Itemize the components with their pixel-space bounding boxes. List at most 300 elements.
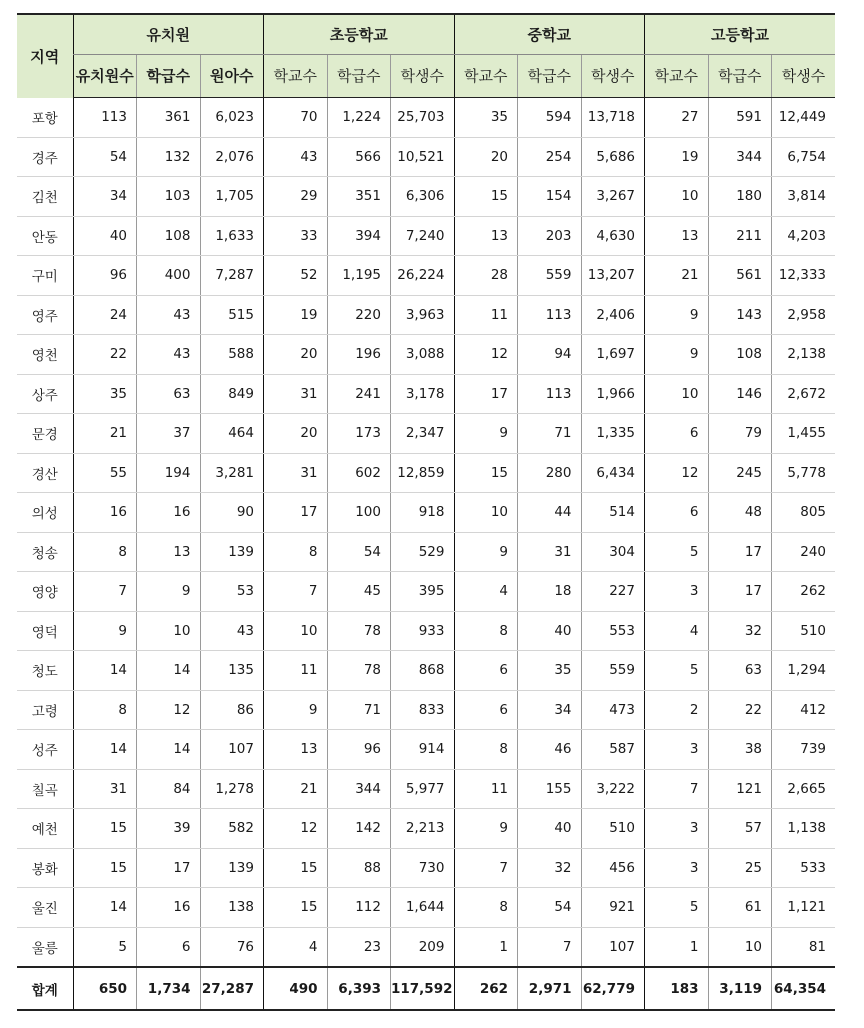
value-cell: 14 [73,651,137,691]
value-cell: 15 [454,453,518,493]
value-cell: 2,138 [772,335,836,375]
value-cell: 71 [327,690,391,730]
value-cell: 220 [327,295,391,335]
value-cell: 6,754 [772,137,836,177]
value-cell: 21 [73,414,137,454]
region-cell: 포항 [17,98,73,138]
table-row [17,611,835,651]
value-cell: 730 [391,848,455,888]
value-cell: 139 [200,532,264,572]
value-cell: 12 [645,453,709,493]
value-cell: 514 [581,493,645,533]
subcol-header: 학생수 [391,55,455,98]
value-cell: 566 [327,137,391,177]
value-cell: 3,088 [391,335,455,375]
value-cell: 1,224 [327,98,391,138]
value-cell: 280 [518,453,582,493]
value-cell: 19 [264,295,328,335]
value-cell: 27 [645,98,709,138]
value-cell: 39 [137,809,201,849]
table-row [17,177,835,217]
value-cell: 7,287 [200,256,264,296]
value-cell: 112 [327,888,391,928]
value-cell: 587 [581,730,645,770]
value-cell: 43 [264,137,328,177]
value-cell: 37 [137,414,201,454]
value-cell: 7 [454,848,518,888]
subcol-header: 학교수 [645,55,709,98]
value-cell: 11 [454,769,518,809]
value-cell: 81 [772,927,836,967]
subcol-header: 원아수 [200,55,264,98]
value-cell: 1,633 [200,216,264,256]
value-cell: 43 [200,611,264,651]
value-cell: 1,138 [772,809,836,849]
value-cell: 40 [73,216,137,256]
value-cell: 918 [391,493,455,533]
value-cell: 100 [327,493,391,533]
value-cell: 2,971 [518,967,582,1010]
value-cell: 7,240 [391,216,455,256]
value-cell: 20 [454,137,518,177]
table-row [17,216,835,256]
value-cell: 5 [645,651,709,691]
value-cell: 2 [645,690,709,730]
value-cell: 54 [518,888,582,928]
region-cell: 경산 [17,453,73,493]
value-cell: 833 [391,690,455,730]
value-cell: 78 [327,651,391,691]
value-cell: 473 [581,690,645,730]
value-cell: 9 [454,414,518,454]
value-cell: 113 [518,374,582,414]
value-cell: 55 [73,453,137,493]
value-cell: 6,023 [200,98,264,138]
value-cell: 10 [137,611,201,651]
group-header-elementary: 초등학교 [264,14,455,55]
value-cell: 394 [327,216,391,256]
value-cell: 1,294 [772,651,836,691]
value-cell: 490 [264,967,328,1010]
value-cell: 3,178 [391,374,455,414]
value-cell: 1,335 [581,414,645,454]
value-cell: 12,449 [772,98,836,138]
table-row [17,414,835,454]
value-cell: 12 [137,690,201,730]
table-row [17,927,835,967]
table-row [17,532,835,572]
value-cell: 11 [264,651,328,691]
value-cell: 591 [708,98,772,138]
value-cell: 9 [645,335,709,375]
region-cell: 고령 [17,690,73,730]
value-cell: 2,347 [391,414,455,454]
value-cell: 529 [391,532,455,572]
value-cell: 8 [454,611,518,651]
value-cell: 86 [200,690,264,730]
value-cell: 14 [137,730,201,770]
school-statistics-table [17,13,835,1011]
value-cell: 38 [708,730,772,770]
subcol-header: 학교수 [454,55,518,98]
value-cell: 5,686 [581,137,645,177]
value-cell: 510 [581,809,645,849]
value-cell: 588 [200,335,264,375]
value-cell: 22 [708,690,772,730]
value-cell: 32 [518,848,582,888]
value-cell: 25 [708,848,772,888]
value-cell: 1,697 [581,335,645,375]
value-cell: 3,267 [581,177,645,217]
value-cell: 1,966 [581,374,645,414]
table-row [17,809,835,849]
group-header-middle: 중학교 [454,14,645,55]
value-cell: 9 [137,572,201,612]
value-cell: 31 [264,374,328,414]
value-cell: 11 [454,295,518,335]
value-cell: 35 [454,98,518,138]
value-cell: 1,734 [137,967,201,1010]
value-cell: 14 [73,888,137,928]
value-cell: 45 [327,572,391,612]
region-column-header: 지역 [17,14,73,98]
value-cell: 62,779 [581,967,645,1010]
value-cell: 3 [645,730,709,770]
value-cell: 3 [645,809,709,849]
subcol-header: 학급수 [518,55,582,98]
value-cell: 6,393 [327,967,391,1010]
value-cell: 54 [327,532,391,572]
subcol-header: 학급수 [137,55,201,98]
region-cell: 울진 [17,888,73,928]
value-cell: 7 [73,572,137,612]
value-cell: 52 [264,256,328,296]
value-cell: 194 [137,453,201,493]
value-cell: 31 [518,532,582,572]
value-cell: 3,281 [200,453,264,493]
value-cell: 34 [518,690,582,730]
region-cell: 영양 [17,572,73,612]
value-cell: 1,455 [772,414,836,454]
value-cell: 4 [264,927,328,967]
value-cell: 262 [454,967,518,1010]
region-cell: 영주 [17,295,73,335]
value-cell: 17 [708,572,772,612]
value-cell: 135 [200,651,264,691]
value-cell: 9 [73,611,137,651]
value-cell: 173 [327,414,391,454]
value-cell: 21 [645,256,709,296]
value-cell: 10 [645,374,709,414]
value-cell: 25,703 [391,98,455,138]
region-cell: 상주 [17,374,73,414]
value-cell: 533 [772,848,836,888]
table-row [17,295,835,335]
value-cell: 5,977 [391,769,455,809]
value-cell: 16 [137,888,201,928]
value-cell: 14 [137,651,201,691]
value-cell: 1,195 [327,256,391,296]
subcol-header: 학급수 [708,55,772,98]
value-cell: 10 [645,177,709,217]
value-cell: 5,778 [772,453,836,493]
value-cell: 107 [200,730,264,770]
value-cell: 3,963 [391,295,455,335]
value-cell: 155 [518,769,582,809]
value-cell: 1,278 [200,769,264,809]
table-row [17,453,835,493]
value-cell: 76 [200,927,264,967]
value-cell: 5 [645,532,709,572]
value-cell: 61 [708,888,772,928]
value-cell: 304 [581,532,645,572]
value-cell: 43 [137,335,201,375]
value-cell: 805 [772,493,836,533]
table-row [17,493,835,533]
value-cell: 31 [73,769,137,809]
value-cell: 914 [391,730,455,770]
school-statistics-table-container [17,13,835,1011]
value-cell: 103 [137,177,201,217]
region-cell: 안동 [17,216,73,256]
value-cell: 24 [73,295,137,335]
region-cell: 예천 [17,809,73,849]
value-cell: 96 [73,256,137,296]
value-cell: 2,213 [391,809,455,849]
value-cell: 64,354 [772,967,836,1010]
value-cell: 21 [264,769,328,809]
value-cell: 456 [581,848,645,888]
value-cell: 139 [200,848,264,888]
table-row [17,690,835,730]
value-cell: 117,592 [391,967,455,1010]
value-cell: 868 [391,651,455,691]
table-row [17,335,835,375]
table-header [17,14,835,98]
value-cell: 1,705 [200,177,264,217]
region-cell: 합계 [17,967,73,1010]
region-cell: 청송 [17,532,73,572]
value-cell: 209 [391,927,455,967]
value-cell: 4 [454,572,518,612]
value-cell: 84 [137,769,201,809]
value-cell: 6 [454,690,518,730]
value-cell: 6,306 [391,177,455,217]
value-cell: 28 [454,256,518,296]
value-cell: 121 [708,769,772,809]
value-cell: 32 [708,611,772,651]
region-cell: 칠곡 [17,769,73,809]
region-cell: 울릉 [17,927,73,967]
region-cell: 의성 [17,493,73,533]
value-cell: 9 [645,295,709,335]
value-cell: 96 [327,730,391,770]
value-cell: 933 [391,611,455,651]
value-cell: 6 [454,651,518,691]
value-cell: 3 [645,572,709,612]
value-cell: 63 [708,651,772,691]
value-cell: 9 [264,690,328,730]
value-cell: 6 [645,414,709,454]
value-cell: 17 [264,493,328,533]
value-cell: 6 [645,493,709,533]
value-cell: 90 [200,493,264,533]
value-cell: 13 [137,532,201,572]
value-cell: 211 [708,216,772,256]
value-cell: 29 [264,177,328,217]
value-cell: 19 [645,137,709,177]
value-cell: 582 [200,809,264,849]
subcol-header: 학교수 [264,55,328,98]
region-cell: 김천 [17,177,73,217]
value-cell: 510 [772,611,836,651]
table-row [17,769,835,809]
value-cell: 63 [137,374,201,414]
total-row [17,967,835,1010]
value-cell: 107 [581,927,645,967]
value-cell: 53 [200,572,264,612]
value-cell: 20 [264,335,328,375]
value-cell: 4,203 [772,216,836,256]
value-cell: 94 [518,335,582,375]
value-cell: 739 [772,730,836,770]
table-row [17,730,835,770]
header-subcolumn-row [17,55,835,98]
value-cell: 400 [137,256,201,296]
value-cell: 515 [200,295,264,335]
value-cell: 23 [327,927,391,967]
value-cell: 34 [73,177,137,217]
value-cell: 351 [327,177,391,217]
table-body [17,98,835,1011]
subcol-header: 학생수 [581,55,645,98]
value-cell: 6 [137,927,201,967]
value-cell: 10,521 [391,137,455,177]
value-cell: 13 [645,216,709,256]
value-cell: 142 [327,809,391,849]
value-cell: 15 [454,177,518,217]
value-cell: 6,434 [581,453,645,493]
value-cell: 921 [581,888,645,928]
value-cell: 650 [73,967,137,1010]
value-cell: 7 [518,927,582,967]
value-cell: 57 [708,809,772,849]
value-cell: 240 [772,532,836,572]
value-cell: 15 [264,888,328,928]
value-cell: 108 [137,216,201,256]
value-cell: 559 [518,256,582,296]
value-cell: 7 [645,769,709,809]
value-cell: 26,224 [391,256,455,296]
value-cell: 5 [645,888,709,928]
value-cell: 113 [518,295,582,335]
value-cell: 3,222 [581,769,645,809]
value-cell: 344 [708,137,772,177]
value-cell: 10 [454,493,518,533]
value-cell: 1 [645,927,709,967]
subcol-header: 학급수 [327,55,391,98]
value-cell: 18 [518,572,582,612]
value-cell: 180 [708,177,772,217]
value-cell: 16 [73,493,137,533]
value-cell: 12 [454,335,518,375]
value-cell: 9 [454,809,518,849]
table-row [17,98,835,138]
value-cell: 70 [264,98,328,138]
value-cell: 196 [327,335,391,375]
value-cell: 33 [264,216,328,256]
value-cell: 4,630 [581,216,645,256]
value-cell: 16 [137,493,201,533]
region-cell: 성주 [17,730,73,770]
table-row [17,651,835,691]
value-cell: 602 [327,453,391,493]
value-cell: 22 [73,335,137,375]
value-cell: 17 [708,532,772,572]
value-cell: 108 [708,335,772,375]
group-header-kindergarten: 유치원 [73,14,264,55]
value-cell: 2,958 [772,295,836,335]
value-cell: 48 [708,493,772,533]
value-cell: 227 [581,572,645,612]
value-cell: 361 [137,98,201,138]
value-cell: 12,859 [391,453,455,493]
value-cell: 464 [200,414,264,454]
value-cell: 146 [708,374,772,414]
value-cell: 8 [73,532,137,572]
region-cell: 영덕 [17,611,73,651]
table-row [17,572,835,612]
table-row [17,848,835,888]
value-cell: 8 [264,532,328,572]
value-cell: 2,406 [581,295,645,335]
value-cell: 7 [264,572,328,612]
value-cell: 254 [518,137,582,177]
value-cell: 3,814 [772,177,836,217]
value-cell: 78 [327,611,391,651]
value-cell: 241 [327,374,391,414]
value-cell: 15 [73,809,137,849]
value-cell: 35 [73,374,137,414]
value-cell: 15 [264,848,328,888]
table-row [17,137,835,177]
region-cell: 영천 [17,335,73,375]
value-cell: 14 [73,730,137,770]
value-cell: 40 [518,611,582,651]
table-row [17,374,835,414]
table-row [17,256,835,296]
value-cell: 559 [581,651,645,691]
value-cell: 5 [73,927,137,967]
value-cell: 2,076 [200,137,264,177]
value-cell: 132 [137,137,201,177]
value-cell: 15 [73,848,137,888]
value-cell: 1 [454,927,518,967]
value-cell: 27,287 [200,967,264,1010]
value-cell: 553 [581,611,645,651]
value-cell: 40 [518,809,582,849]
value-cell: 2,672 [772,374,836,414]
header-group-row [17,14,835,55]
region-cell: 청도 [17,651,73,691]
value-cell: 10 [264,611,328,651]
value-cell: 54 [73,137,137,177]
value-cell: 412 [772,690,836,730]
value-cell: 43 [137,295,201,335]
value-cell: 143 [708,295,772,335]
value-cell: 203 [518,216,582,256]
value-cell: 13,207 [581,256,645,296]
